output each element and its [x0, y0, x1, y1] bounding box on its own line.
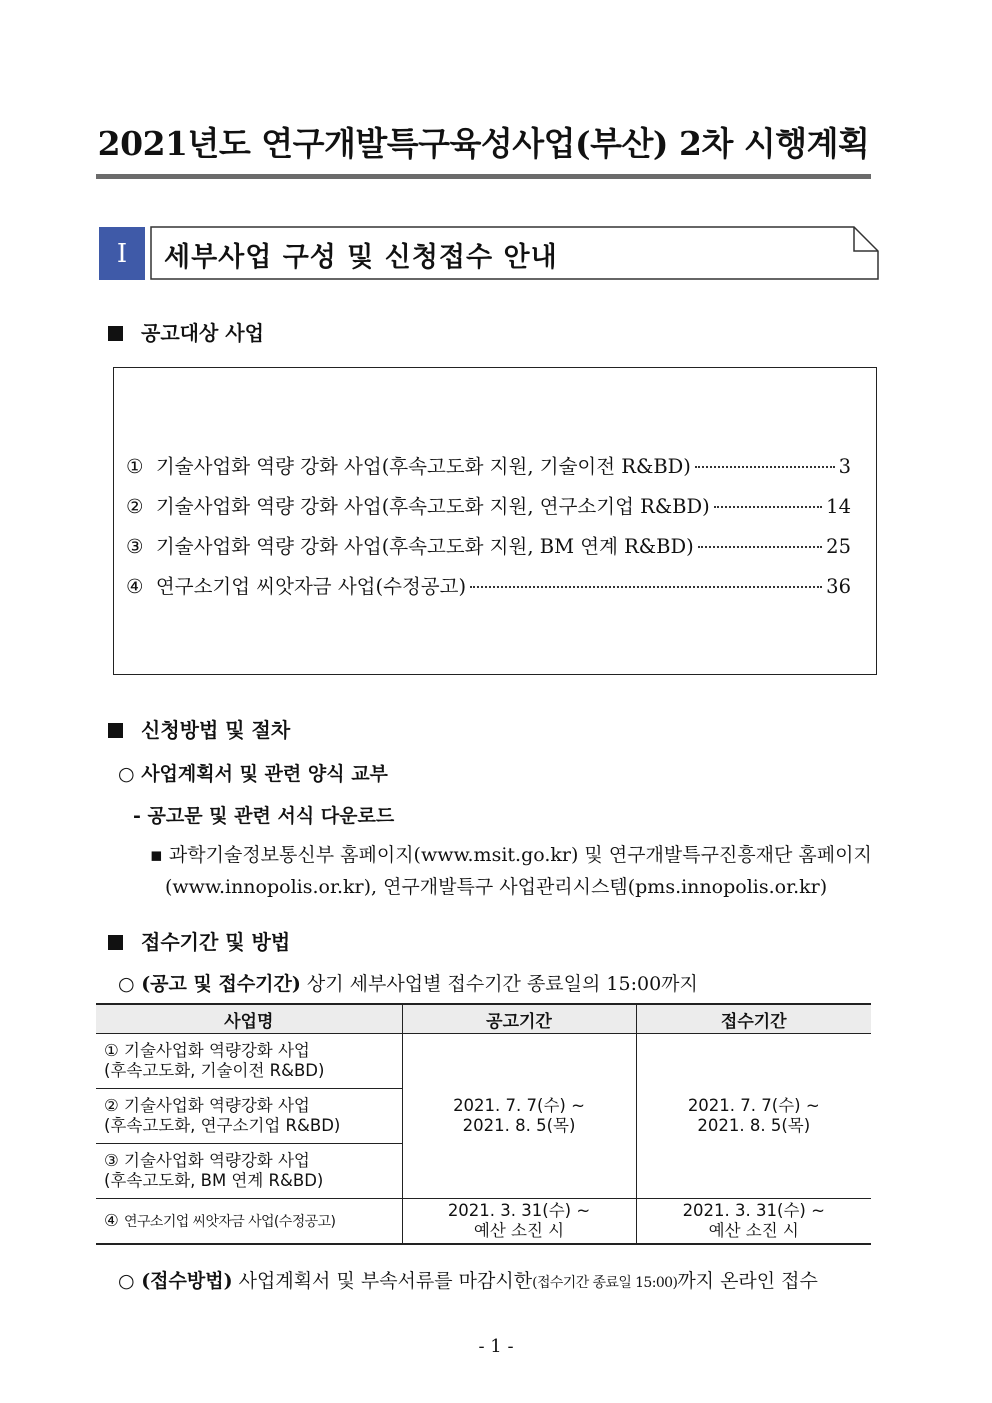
notice-period-cell: 2021. 7. 7(수) ~ 2021. 8. 5(목) — [402, 1034, 636, 1199]
list-item: ① 기술사업화 역량 강화 사업(후속고도화 지원, 기술이전 R&BD) 3 — [126, 455, 851, 478]
section-title-box — [150, 226, 878, 278]
table-row — [96, 1034, 871, 1089]
method-item: ○ 사업계획서 및 관련 양식 교부 — [118, 763, 388, 785]
section-title: 세부사업 구성 및 신청접수 안내 — [164, 242, 558, 273]
table-row — [96, 1199, 871, 1245]
receipt-period-cell: 2021. 3. 31(수) ~ 예산 소진 시 — [636, 1199, 871, 1245]
method-detail-line-1: ▪ 과학기술정보통신부 홈페이지(www.msit.go.kr) 및 연구개발특구진흥재단 홈페이지 — [150, 844, 872, 866]
leader-dots — [470, 586, 822, 588]
column-header-business: 사업명 — [96, 1004, 402, 1034]
square-bullet-icon — [108, 935, 123, 950]
receipt-method-line: ○ (접수방법) 사업계획서 및 부속서류를 마감시한(접수기간 종료일 15:00)까지 온라인 접수 — [118, 1270, 818, 1292]
period-header: 접수기간 및 방법 — [108, 926, 290, 955]
announce-list-box — [113, 367, 877, 675]
receipt-period-cell: 2021. 7. 7(수) ~ 2021. 8. 5(목) — [636, 1034, 871, 1199]
method-header: 신청방법 및 절차 — [108, 714, 290, 743]
business-name-cell: ③ 기술사업화 역량강화 사업 (후속고도화, BM 연계 R&BD) — [96, 1144, 402, 1199]
document-title: 2021년도 연구개발특구육성사업(부산) 2차 시행계획 — [97, 124, 870, 163]
list-item: ② 기술사업화 역량 강화 사업(후속고도화 지원, 연구소기업 R&BD) 14 — [126, 495, 851, 518]
business-name-cell: ② 기술사업화 역량강화 사업 (후속고도화, 연구소기업 R&BD) — [96, 1089, 402, 1144]
period-line: ○ (공고 및 접수기간) 상기 세부사업별 접수기간 종료일의 15:00까지 — [118, 973, 698, 995]
method-sub-item: - 공고문 및 관련 서식 다운로드 — [133, 805, 395, 827]
leader-dots — [714, 506, 822, 508]
square-bullet-icon — [108, 723, 123, 738]
leader-dots — [698, 546, 822, 548]
square-bullet-icon — [108, 326, 123, 341]
business-name-cell: ④ 연구소기업 씨앗자금 사업(수정공고) — [96, 1199, 402, 1245]
title-underline — [96, 174, 871, 179]
notice-period-cell: 2021. 3. 31(수) ~ 예산 소진 시 — [402, 1199, 636, 1245]
business-name-cell: ① 기술사업화 역량강화 사업 (후속고도화, 기술이전 R&BD) — [96, 1034, 402, 1089]
schedule-table — [96, 1003, 871, 1245]
section-number-badge: I — [99, 227, 145, 280]
table-header-row — [96, 1004, 871, 1034]
column-header-receipt: 접수기간 — [636, 1004, 871, 1034]
announce-header: 공고대상 사업 — [108, 317, 264, 346]
page-number: - 1 - — [478, 1336, 514, 1357]
leader-dots — [695, 466, 835, 468]
list-item: ③ 기술사업화 역량 강화 사업(후속고도화 지원, BM 연계 R&BD) 25 — [126, 535, 851, 558]
column-header-notice: 공고기간 — [402, 1004, 636, 1034]
method-detail-line-2: (www.innopolis.or.kr), 연구개발특구 사업관리시스템(pms.innopolis.or.kr) — [165, 876, 828, 898]
list-item: ④ 연구소기업 씨앗자금 사업(수정공고) 36 — [126, 575, 851, 598]
